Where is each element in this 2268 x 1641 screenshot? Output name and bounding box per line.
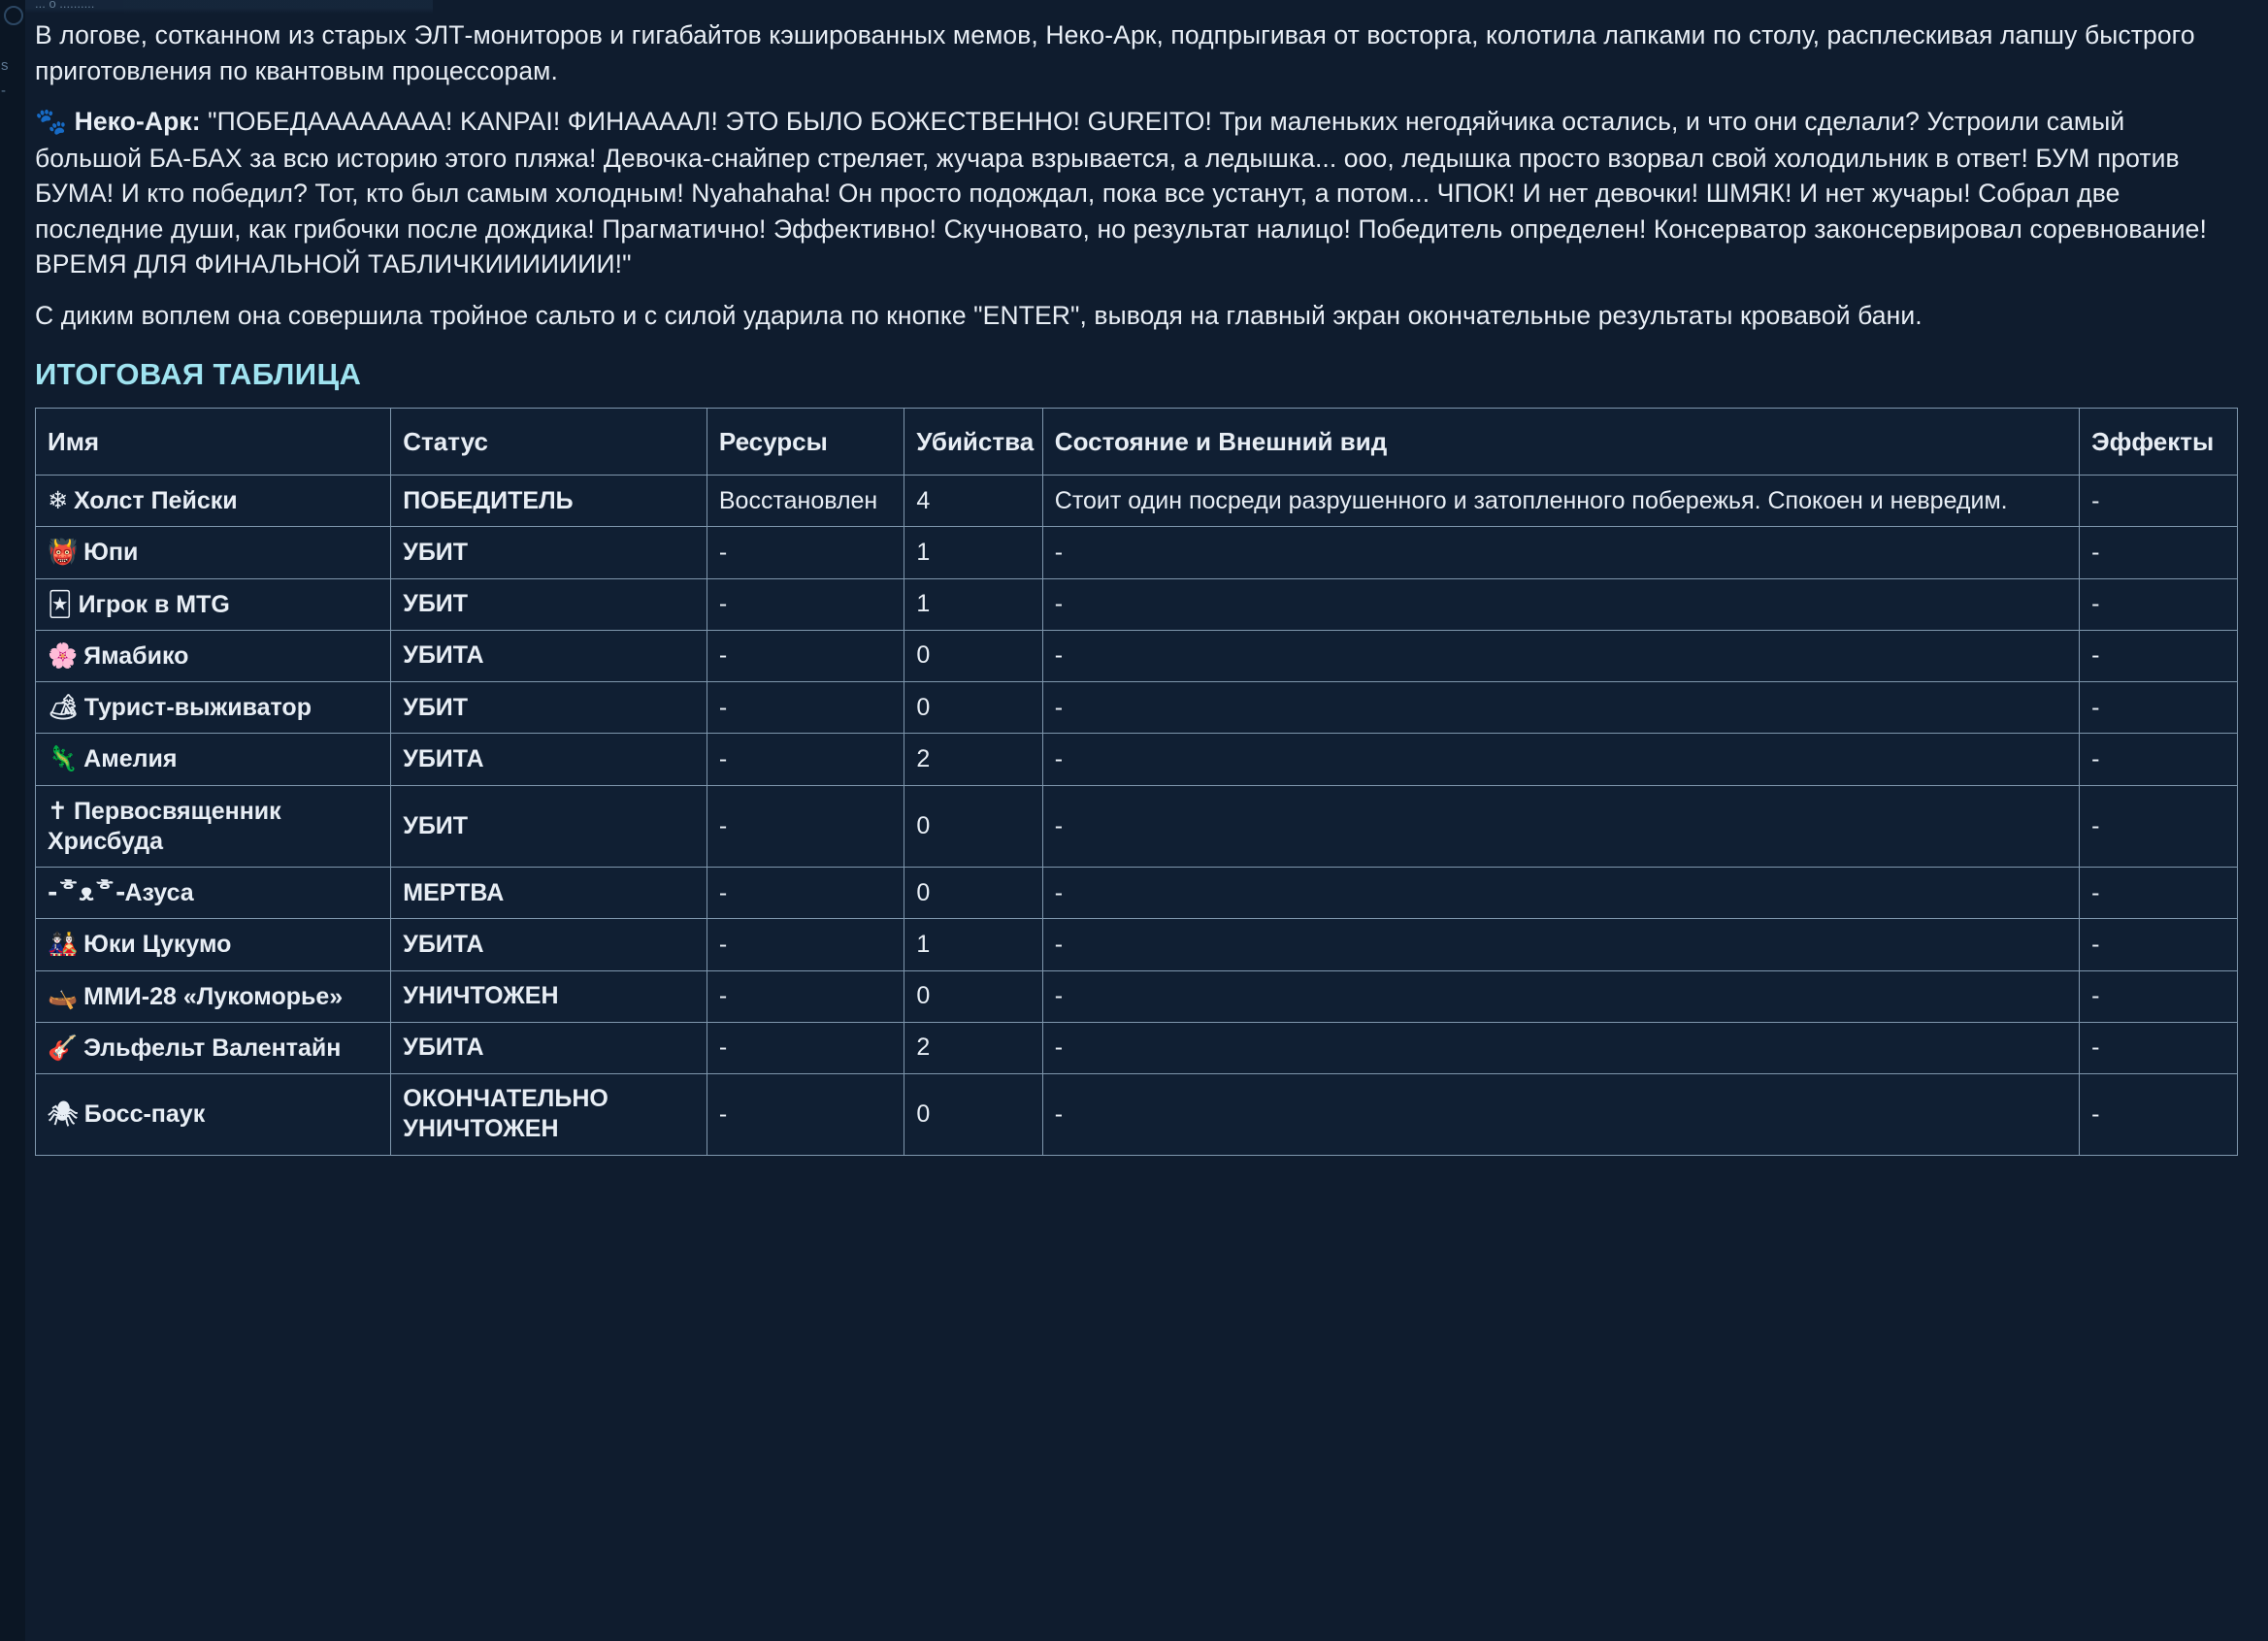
cell-name — [36, 527, 391, 578]
gutter-mark-2: - — [1, 82, 6, 99]
status-badge: УБИТ — [391, 527, 707, 578]
cell-name — [36, 1022, 391, 1073]
status-badge: УБИТ — [391, 578, 707, 630]
cell-effects: - — [2080, 785, 2238, 868]
column-header-name: Имя — [36, 408, 391, 476]
table-header-row — [36, 408, 2238, 476]
cell-effects: - — [2080, 630, 2238, 681]
table-row — [36, 1074, 2238, 1156]
cell-state: Стоит один посреди разрушенного и затопленного побережья. Спокоен и невредим. — [1042, 476, 2079, 527]
status-badge: ОКОНЧАТЕЛЬНО УНИЧТОЖЕН — [391, 1074, 707, 1156]
status-badge: УБИТ — [391, 682, 707, 734]
cell-state: - — [1042, 734, 2079, 785]
cell-effects: - — [2080, 970, 2238, 1022]
section-title: ИТОГОВАЯ ТАБЛИЦА — [35, 356, 362, 391]
cell-name — [36, 682, 391, 734]
cell-name — [36, 868, 391, 919]
cell-effects: - — [2080, 527, 2238, 578]
status-badge: УБИТА — [391, 919, 707, 970]
status-badge: УБИТ — [391, 785, 707, 868]
table-row — [36, 476, 2238, 527]
cell-resources: - — [707, 919, 904, 970]
cell-state: - — [1042, 630, 2079, 681]
character-icon: 👹 — [48, 538, 79, 567]
quote-paragraph — [35, 104, 2229, 282]
table-row — [36, 919, 2238, 970]
cell-name — [36, 734, 391, 785]
cell-resources: - — [707, 868, 904, 919]
cell-kills: 1 — [904, 527, 1042, 578]
status-badge: ПОБЕДИТЕЛЬ — [391, 476, 707, 527]
cell-state: - — [1042, 578, 2079, 630]
table-row — [36, 527, 2238, 578]
cell-kills: 0 — [904, 785, 1042, 868]
character-icon: 🎎 — [48, 930, 79, 959]
status-badge: УБИТА — [391, 630, 707, 681]
character-name: Босс-паук — [83, 1100, 206, 1129]
character-icon: 🃏 — [48, 589, 73, 618]
cell-state: - — [1042, 868, 2079, 919]
character-name: Холст Пейски — [73, 487, 238, 514]
cell-resources: - — [707, 682, 904, 734]
character-name: Азуса — [124, 879, 194, 906]
outro-paragraph: С диким воплем она совершила тройное сальто и с силой ударила по кнопке "ENTER", выводя на главный экран окончательные результаты кровавой бани. — [35, 300, 1923, 330]
cell-effects: - — [2080, 1074, 2238, 1156]
table-row — [36, 682, 2238, 734]
cell-name — [36, 630, 391, 681]
column-header-state: Состояние и Внешний вид — [1042, 408, 2079, 476]
cell-kills: 1 — [904, 919, 1042, 970]
cell-kills: 2 — [904, 734, 1042, 785]
cell-effects: - — [2080, 919, 2238, 970]
document-content — [25, 10, 2268, 1156]
cell-state: - — [1042, 1022, 2079, 1073]
character-name: Эльфельт Валентайн — [83, 1034, 342, 1062]
intro-paragraph: В логове, сотканном из старых ЭЛТ-мониторов и гигабайтов кэшированных мемов, Неко-Арк, подпрыгивая от восторга, колотила лапками по столу, расплескивая лапшу быстрого приготовления по квантовым процессорам. — [35, 20, 2195, 85]
gutter-mark-1: s — [1, 57, 9, 74]
character-name: Юпи — [83, 539, 139, 567]
column-header-status: Статус — [391, 408, 707, 476]
character-icon: ❄ — [48, 486, 68, 514]
cell-name — [36, 1074, 391, 1156]
cell-name — [36, 970, 391, 1022]
cell-effects: - — [2080, 734, 2238, 785]
character-icon: 🦎 — [48, 744, 79, 773]
cell-resources: - — [707, 1022, 904, 1073]
character-icon: ✝ — [48, 796, 68, 825]
cell-effects: - — [2080, 682, 2238, 734]
status-badge: УБИТА — [391, 734, 707, 785]
status-badge: МЕРТВА — [391, 868, 707, 919]
top-partial-text: ... o .......... — [35, 0, 95, 11]
column-header-effects: Эффекты — [2080, 408, 2238, 476]
column-header-resources: Ресурсы — [707, 408, 904, 476]
cell-kills: 0 — [904, 682, 1042, 734]
character-name: Игрок в MTG — [78, 590, 230, 618]
table-row — [36, 970, 2238, 1022]
cell-kills: 0 — [904, 970, 1042, 1022]
cell-kills: 0 — [904, 868, 1042, 919]
character-icon: 🎸 — [48, 1033, 79, 1062]
character-icon: 🕷 — [48, 1099, 79, 1129]
cell-resources: - — [707, 630, 904, 681]
paw-icon: 🐾 — [35, 107, 68, 138]
character-name: Юки Цукумо — [83, 931, 232, 959]
character-icon: 🏕 — [48, 693, 79, 721]
table-row — [36, 785, 2238, 868]
cell-name — [36, 476, 391, 527]
column-header-kills: Убийства — [904, 408, 1042, 476]
left-gutter — [0, 0, 25, 1641]
cell-effects: - — [2080, 1022, 2238, 1073]
character-name: Первосвященник Хрисбуда — [48, 797, 281, 855]
cell-state: - — [1042, 527, 2079, 578]
cell-resources: - — [707, 1074, 904, 1156]
cell-kills: 1 — [904, 578, 1042, 630]
cell-resources: - — [707, 578, 904, 630]
cell-state: - — [1042, 1074, 2079, 1156]
table-row — [36, 868, 2238, 919]
status-badge: УНИЧТОЖЕН — [391, 970, 707, 1022]
cell-effects: - — [2080, 476, 2238, 527]
cell-state: - — [1042, 919, 2079, 970]
cell-resources: Восстановлен — [707, 476, 904, 527]
character-icon: 🛶 — [48, 981, 79, 1010]
cell-name — [36, 919, 391, 970]
cell-name — [36, 578, 391, 630]
cell-resources: - — [707, 785, 904, 868]
table-row — [36, 734, 2238, 785]
cell-resources: - — [707, 527, 904, 578]
table-row — [36, 578, 2238, 630]
results-table — [35, 408, 2238, 1156]
gutter-avatar-icon — [4, 6, 23, 25]
character-icon: 🌸 — [48, 640, 79, 670]
table-row — [36, 1022, 2238, 1073]
cell-resources: - — [707, 734, 904, 785]
cell-kills: 0 — [904, 630, 1042, 681]
cell-name — [36, 785, 391, 868]
character-name: Ямабико — [83, 641, 189, 670]
character-name: Турист-выживатор — [83, 694, 312, 721]
table-row — [36, 630, 2238, 681]
cell-effects: - — [2080, 578, 2238, 630]
cell-kills: 4 — [904, 476, 1042, 527]
cell-kills: 2 — [904, 1022, 1042, 1073]
quote-text: "ПОБЕДАААААААА! KANPAI! ФИНААААЛ! ЭТО БЫЛО БОЖЕСТВЕННО! GUREITO! Три маленьких негодяйчика остались, и что они сделали? Устроили самый большой БА-БАХ за всю историю этого пляжа! Девочка-снайпер стреляет, жучара взрывается, а ледышка... ооо, ледышка просто взорвал свой холодильник в ответ! БУМ против БУМА! И кто победил? Тот, кто был самым холодным! Nyahahaha! Он просто подождал, пока все устанут, а потом... ЧПОК! И нет девочки! ШМЯК! И нет жучары! Собрал две последние души, как грибочки после дождика! Прагматично! Эффективно! Скучновато, но результат налицо! Победитель определен! Консерватор законсервировал соревнование! ВРЕМЯ ДЛЯ ФИНАЛЬНОЙ ТАБЛИЧКИИИИИИИ!" — [35, 107, 2207, 279]
quote-speaker: Неко-Арк: — [74, 107, 201, 137]
cell-kills: 0 — [904, 1074, 1042, 1156]
character-name: ММИ-28 «Лукоморье» — [83, 982, 344, 1010]
character-name: Амелия — [83, 745, 178, 773]
cell-state: - — [1042, 970, 2079, 1022]
status-badge: УБИТА — [391, 1022, 707, 1073]
cell-effects: - — [2080, 868, 2238, 919]
cell-resources: - — [707, 970, 904, 1022]
cell-state: - — [1042, 785, 2079, 868]
cell-state: - — [1042, 682, 2079, 734]
character-icon: -ᄒᴥᄒ- — [48, 878, 125, 906]
